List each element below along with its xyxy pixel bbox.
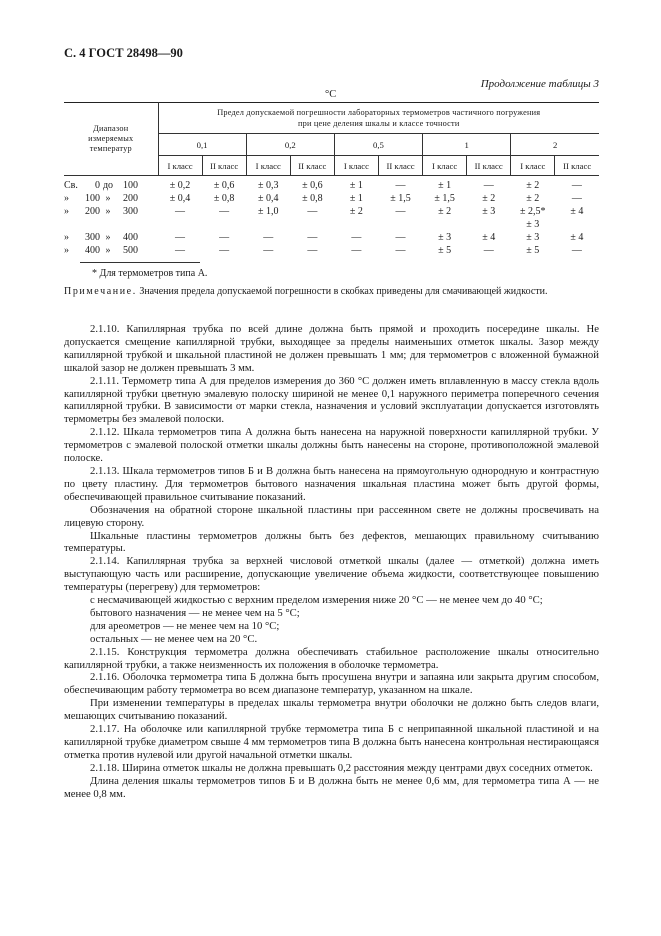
value-cell bbox=[290, 176, 334, 193]
value-line: — bbox=[571, 193, 582, 204]
paragraph: Длина деления шкалы термометров типов Б и В должна быть не менее 0,6 мм, для термометра типа А — не менее 0,8 мм. bbox=[64, 774, 599, 800]
value-cell bbox=[202, 205, 246, 231]
paragraph: 2.1.10. Капиллярная трубка по всей длине должна быть прямой и проходить посередине шкалы. Не допускается смещение капиллярной трубки, выходящее за пределы наименьших отметок шкалы. Зазор между капиллярной трубкой и шкальной пластиной не должен превышать 1 мм; для термометров с вложенной бумажной шкалой зазор не должен превышать 3 мм. bbox=[64, 323, 599, 374]
value-line: ± 2,5* bbox=[520, 206, 546, 217]
paragraph: Обозначения на обратной стороне шкальной пластины при рассеянном свете не должны просвечивать на лицевую сторону. bbox=[64, 503, 599, 529]
value-cell bbox=[290, 205, 334, 231]
value-cell bbox=[423, 244, 467, 257]
division-header: 0,5 bbox=[334, 134, 422, 156]
value-line: ± 5 bbox=[526, 245, 540, 256]
table-row bbox=[64, 205, 599, 231]
value-line: ± 1 bbox=[438, 180, 452, 191]
value-cell bbox=[246, 244, 290, 257]
value-line: ± 1 bbox=[349, 180, 363, 191]
value-line: — bbox=[263, 245, 274, 256]
value-line: — bbox=[263, 232, 274, 243]
value-line: — bbox=[571, 245, 582, 256]
value-line: ± 1,0 bbox=[257, 206, 279, 217]
paragraph: 2.1.18. Ширина отметок шкалы не должна превышать 0,2 расстояния между центрами двух соседних отметок. bbox=[90, 761, 593, 774]
main-header bbox=[158, 103, 599, 134]
value-cell bbox=[467, 192, 511, 205]
value-cell bbox=[511, 205, 555, 231]
value-cell bbox=[467, 205, 511, 231]
value-line: ± 0,8 bbox=[302, 193, 323, 204]
value-cell bbox=[378, 244, 422, 257]
table-body bbox=[64, 176, 599, 258]
value-line: — bbox=[571, 180, 582, 191]
value-cell bbox=[555, 192, 599, 205]
page-header: С. 4 ГОСТ 28498—90 bbox=[64, 46, 183, 60]
value-cell bbox=[378, 192, 422, 205]
value-line: ± 0,3 bbox=[257, 180, 279, 191]
value-cell bbox=[511, 192, 555, 205]
class-header: II класс bbox=[378, 156, 422, 176]
range-part: 300 bbox=[123, 206, 138, 217]
class-header: I класс bbox=[334, 156, 378, 176]
value-cell bbox=[158, 176, 202, 193]
paragraph: остальных — не менее чем на 20 °С. bbox=[90, 632, 258, 645]
table-row bbox=[64, 176, 599, 193]
paragraph: 2.1.12. Шкала термометров типа А должна быть нанесена на наружной поверхности капиллярной трубки. У термометров с эмалевой полоской отметки шкалы должны быть нанесены на стороне, противоположной эмалевой полоске. bbox=[64, 426, 599, 465]
value-line: ± 2 bbox=[438, 206, 452, 217]
table-row bbox=[64, 192, 599, 205]
value-cell bbox=[334, 176, 378, 193]
value-cell bbox=[555, 231, 599, 244]
value-line: ± 3 bbox=[438, 232, 452, 243]
tolerance-table bbox=[64, 102, 599, 257]
class-header: II класс bbox=[555, 156, 599, 176]
value-cell bbox=[158, 244, 202, 257]
value-cell bbox=[334, 192, 378, 205]
paragraph: для ареометров — не менее чем на 10 °С; bbox=[90, 619, 280, 632]
division-header: 1 bbox=[423, 134, 511, 156]
range-cell bbox=[64, 176, 158, 193]
value-line: ± 4 bbox=[570, 232, 584, 243]
value-cell bbox=[555, 205, 599, 231]
range-part: 0 bbox=[95, 180, 100, 191]
range-cell bbox=[64, 205, 158, 231]
range-part: » bbox=[105, 193, 111, 204]
value-line: — bbox=[219, 245, 230, 256]
value-line: — bbox=[307, 206, 318, 217]
footnote: * Для термометров типа А. bbox=[92, 268, 208, 279]
range-part: Св. bbox=[64, 180, 78, 191]
value-line: — bbox=[219, 206, 230, 217]
range-part: » bbox=[64, 206, 69, 217]
value-line: — bbox=[483, 180, 494, 191]
value-line: — bbox=[351, 245, 362, 256]
paragraph: 2.1.14. Капиллярная трубка за верхней числовой отметкой шкалы (далее — отметкой) должна иметь выступающую часть или расширение, допускающие увеличение объема жидкости, соответствующее повышению температуры (перегреву) для термометров: bbox=[64, 555, 599, 594]
value-line: ± 0,6 bbox=[213, 180, 235, 191]
value-line: ± 0,2 bbox=[169, 180, 191, 191]
paragraph: 2.1.17. На оболочке или капиллярной трубке термометра типа Б с неприпаянной шкальной пластиной и на капиллярной трубке диаметром свыше 4 мм термометров типа В должна быть нанесена контрольная нестирающаяся отметка против нулевой или другой начальной отметки шкалы. bbox=[64, 723, 599, 761]
paragraph: 2.1.11. Термометр типа А для пределов измерения до 360 °С должен иметь вплавленную в массу стекла вдоль капиллярной трубки цветную эмалевую полоску шириной не менее 0,1 наружного периметра поперечного сечения капиллярной трубки. В зависимости от марки стекла, назначения и условий эксплуатации допускается изготовлять термометры без эмалевой полоски. bbox=[64, 374, 599, 426]
value-line: ± 0,4 bbox=[257, 193, 279, 204]
range-part: » bbox=[64, 232, 69, 243]
class-header: II класс bbox=[202, 156, 246, 176]
value-line: — bbox=[307, 232, 318, 243]
value-cell bbox=[246, 231, 290, 244]
value-line: ± 3 bbox=[526, 219, 540, 230]
value-cell bbox=[334, 231, 378, 244]
range-cell bbox=[64, 244, 158, 257]
value-line: ± 1 bbox=[349, 193, 363, 204]
range-part: 100 bbox=[123, 180, 138, 191]
value-cell bbox=[202, 244, 246, 257]
value-line: ± 2 bbox=[349, 206, 363, 217]
value-line: — bbox=[219, 232, 230, 243]
value-cell bbox=[378, 205, 422, 231]
value-cell bbox=[202, 231, 246, 244]
range-part: » bbox=[105, 206, 111, 217]
range-header-line: температур bbox=[89, 144, 132, 153]
value-line: — bbox=[351, 232, 362, 243]
value-cell bbox=[290, 244, 334, 257]
class-header: I класс bbox=[423, 156, 467, 176]
value-cell bbox=[334, 244, 378, 257]
range-part: 200 bbox=[85, 206, 100, 217]
value-cell bbox=[511, 231, 555, 244]
paragraph: Шкальные пластины термометров должны быть без дефектов, мешающих правильному считыванию температуры. bbox=[64, 529, 599, 555]
unit-label: °С bbox=[325, 89, 337, 100]
value-cell bbox=[467, 231, 511, 244]
value-cell bbox=[246, 192, 290, 205]
division-header: 2 bbox=[511, 134, 599, 156]
paragraph: 2.1.13. Шкала термометров типов Б и В должна быть нанесена на прямоугольную однородную и контрастную по цвету пластину. Для термометров бытового назначения шкальная пластина может быть другой формы, обеспечивающей правильное считывание показаний. bbox=[64, 464, 599, 503]
table-continuation-title: Продолжение таблицы 3 bbox=[480, 78, 599, 90]
main-header-line: Предел допускаемой погрешности лабораторных термометров частичного погружения bbox=[217, 108, 541, 117]
range-part: 100 bbox=[85, 193, 100, 204]
note-label: Примечание. bbox=[64, 286, 137, 297]
range-part: до bbox=[102, 180, 114, 191]
value-line: ± 3 bbox=[526, 232, 540, 243]
paragraph: с несмачивающей жидкостью с верхним пределом измерения ниже 20 °С — не менее чем до 40 °С; bbox=[90, 594, 543, 607]
division-header: 0,1 bbox=[158, 134, 246, 156]
range-header-line: Диапазон bbox=[93, 124, 129, 133]
value-line: — bbox=[483, 245, 494, 256]
value-cell bbox=[158, 205, 202, 231]
value-cell bbox=[378, 176, 422, 193]
range-cell bbox=[64, 231, 158, 244]
value-cell bbox=[555, 244, 599, 257]
paragraph: 2.1.15. Конструкция термометра должна обеспечивать стабильное расположение шкалы относительно капиллярной трубки, а также неизменность их положения в оболочке термометра. bbox=[64, 645, 599, 671]
value-line: — bbox=[307, 245, 318, 256]
range-part: » bbox=[64, 193, 69, 204]
class-header: I класс bbox=[246, 156, 290, 176]
value-line: ± 1,5 bbox=[390, 193, 411, 204]
value-line: — bbox=[395, 245, 406, 256]
value-line: — bbox=[395, 206, 406, 217]
value-line: ± 2 bbox=[526, 193, 540, 204]
value-line: ± 3 bbox=[482, 206, 496, 217]
value-cell bbox=[511, 176, 555, 193]
value-line: ± 1,5 bbox=[434, 193, 455, 204]
value-cell bbox=[555, 176, 599, 193]
value-cell bbox=[423, 192, 467, 205]
value-line: — bbox=[395, 180, 406, 191]
value-line: ± 5 bbox=[438, 245, 452, 256]
note-text: Значения предела допускаемой погрешности в скобках приведены для смачивающей жидкости. bbox=[136, 286, 548, 297]
class-header: I класс bbox=[158, 156, 202, 176]
range-part: » bbox=[64, 245, 69, 256]
value-line: — bbox=[175, 206, 186, 217]
footnote-rule bbox=[80, 262, 200, 263]
range-part: 300 bbox=[85, 232, 100, 243]
value-cell bbox=[423, 176, 467, 193]
value-line: ± 0,8 bbox=[213, 193, 235, 204]
value-line: — bbox=[395, 232, 406, 243]
range-part: » bbox=[105, 245, 111, 256]
value-cell bbox=[202, 192, 246, 205]
range-part: » bbox=[105, 232, 111, 243]
table-note bbox=[64, 285, 599, 298]
value-cell bbox=[290, 192, 334, 205]
value-cell bbox=[423, 205, 467, 231]
table-row bbox=[64, 244, 599, 257]
class-header: I класс bbox=[511, 156, 555, 176]
value-cell bbox=[202, 176, 246, 193]
value-line: ± 2 bbox=[482, 193, 496, 204]
range-header-line: измеряемых bbox=[88, 134, 134, 143]
value-line: — bbox=[175, 232, 186, 243]
value-line: ± 0,6 bbox=[302, 180, 323, 191]
value-cell bbox=[423, 231, 467, 244]
paragraph: бытового назначения — не менее чем на 5 °С; bbox=[90, 606, 300, 619]
value-line: ± 4 bbox=[482, 232, 496, 243]
paragraph: 2.1.16. Оболочка термометра типа Б должна быть просушена внутри и запаяна или закрыта другим способом, обеспечивающим работу термометра во всем диапазоне температур, указанном на шкале. bbox=[64, 671, 599, 697]
range-part: 400 bbox=[85, 245, 100, 256]
value-line: ± 0,4 bbox=[169, 193, 191, 204]
value-cell bbox=[467, 244, 511, 257]
paragraph: При изменении температуры в пределах шкалы термометра внутри оболочки не должно быть следов влаги, мешающих считыванию показаний. bbox=[64, 697, 599, 723]
value-line: ± 4 bbox=[570, 206, 584, 217]
class-header: II класс bbox=[290, 156, 334, 176]
range-part: 500 bbox=[123, 245, 138, 256]
division-header: 0,2 bbox=[246, 134, 334, 156]
value-cell bbox=[246, 205, 290, 231]
range-cell bbox=[64, 192, 158, 205]
value-line: — bbox=[175, 245, 186, 256]
range-part: 400 bbox=[123, 232, 138, 243]
value-line: ± 2 bbox=[526, 180, 540, 191]
range-header bbox=[64, 103, 158, 176]
class-header: II класс bbox=[467, 156, 511, 176]
value-cell bbox=[334, 205, 378, 231]
value-cell bbox=[378, 231, 422, 244]
value-cell bbox=[467, 176, 511, 193]
table-row bbox=[64, 231, 599, 244]
value-cell bbox=[511, 244, 555, 257]
value-cell bbox=[158, 192, 202, 205]
value-cell bbox=[290, 231, 334, 244]
range-part: 200 bbox=[123, 193, 138, 204]
value-cell bbox=[246, 176, 290, 193]
body-text bbox=[64, 322, 599, 801]
main-header-line: при цене деления шкалы и классе точности bbox=[297, 119, 460, 128]
value-cell bbox=[158, 231, 202, 244]
